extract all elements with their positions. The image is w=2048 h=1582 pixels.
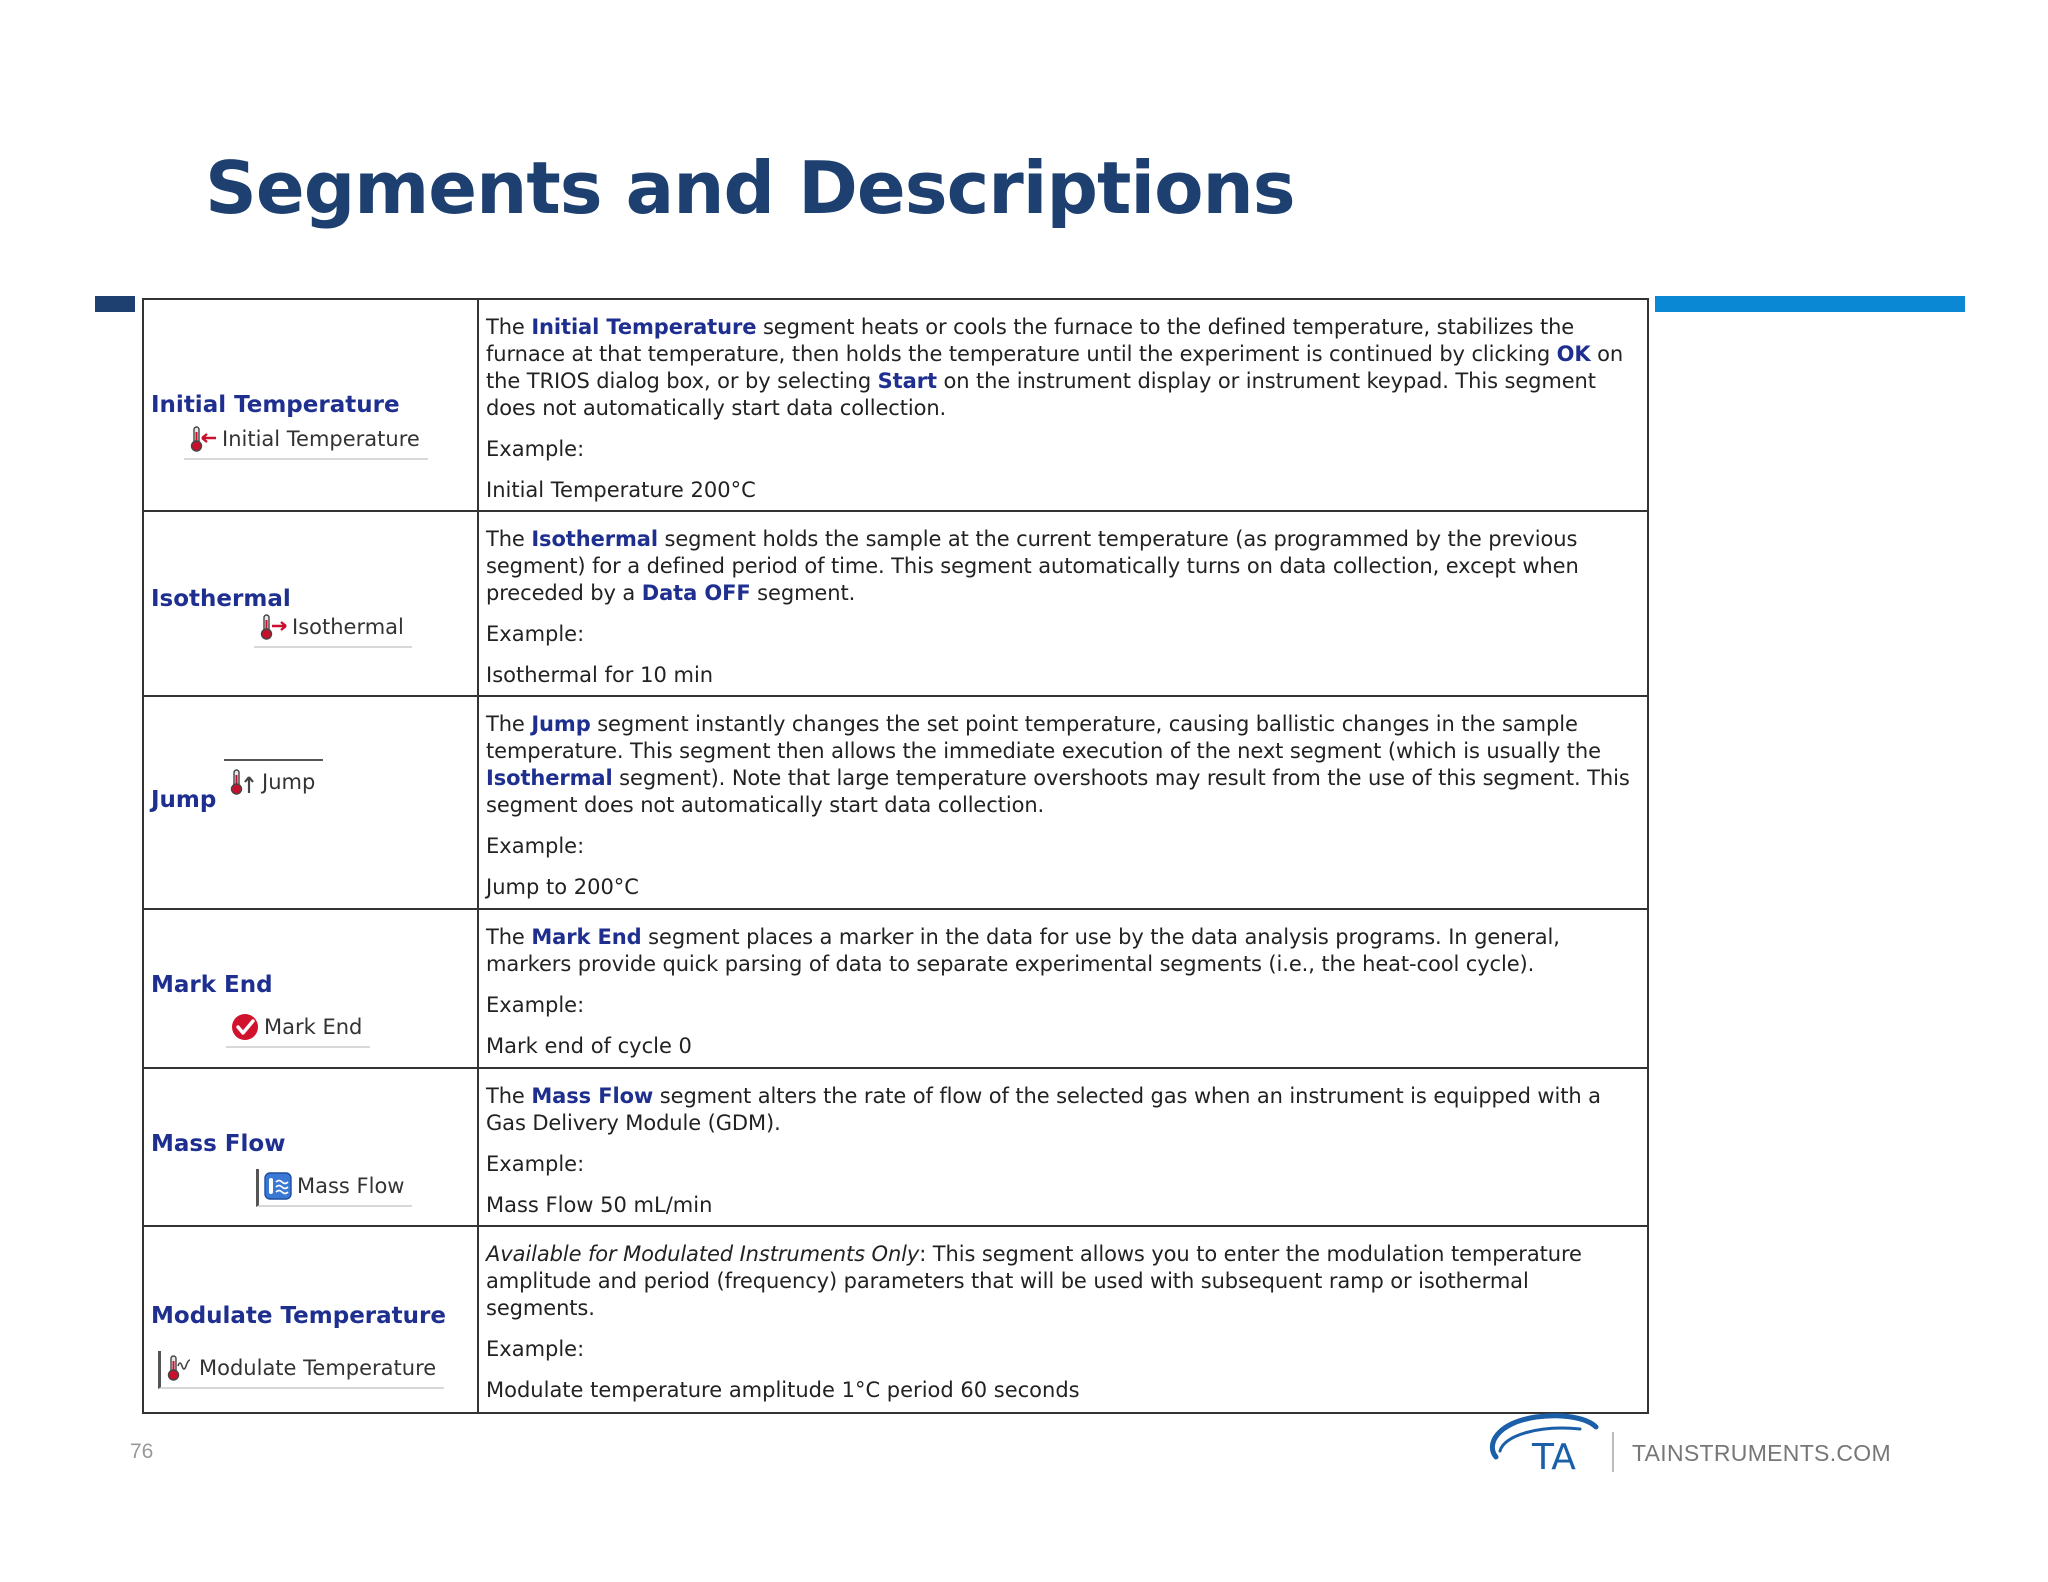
red-check-circle-icon — [230, 1012, 260, 1042]
thermometer-up-arrow-icon — [228, 767, 258, 797]
segment-name: Isothermal — [151, 586, 291, 612]
segment-button-isothermal[interactable] — [254, 610, 412, 648]
logo-text: TA — [1532, 1437, 1576, 1477]
keyword-text: Isothermal — [531, 527, 658, 551]
segment-button-label: Mass Flow — [297, 1174, 405, 1198]
segment-name: Jump — [151, 787, 217, 813]
segment-description — [486, 924, 1639, 978]
keyword-text: Data OFF — [641, 581, 751, 605]
example-value: Jump to 200°C — [486, 875, 639, 899]
segment-description-cell — [478, 1068, 1648, 1226]
segment-description — [486, 1241, 1639, 1322]
keyword-text: Mass Flow — [531, 1084, 654, 1108]
description-text: The — [486, 1084, 532, 1108]
segment-description — [486, 314, 1639, 422]
description-text: : This segment allows you to enter the modulation temperature amplitude and period (frequency) parameters that will be used with subsequent ramp or isothermal segments. — [486, 1242, 1582, 1320]
example-label: Example: — [486, 622, 585, 646]
table-row — [143, 909, 1648, 1068]
segment-name: Initial Temperature — [151, 392, 400, 418]
keyword-text: Initial Temperature — [531, 315, 757, 339]
keyword-text: Jump — [531, 712, 591, 736]
keyword-text: OK — [1556, 342, 1591, 366]
segment-button-mass-flow[interactable] — [256, 1169, 412, 1207]
segment-name: Mark End — [151, 972, 273, 998]
example-label: Example: — [486, 1152, 585, 1176]
footer-divider — [1612, 1432, 1614, 1472]
example-label: Example: — [486, 437, 585, 461]
segment-name-cell — [143, 909, 478, 1068]
segment-button-mark-end[interactable] — [226, 1010, 370, 1048]
segment-name-cell — [143, 696, 478, 909]
segment-name-cell — [143, 299, 478, 511]
table-row — [143, 1226, 1648, 1413]
segment-button-modulate-temperature[interactable] — [158, 1351, 444, 1389]
thermometer-wave-icon — [165, 1353, 195, 1383]
accent-bar-right — [1655, 296, 1965, 312]
description-text: segment heats or cools the furnace to the defined temperature, stabilizes the furnace at that temperature, then holds the temperature until the experiment is continued by clicking — [486, 315, 1575, 366]
description-text: segment). Note that large temperature overshoots may result from the use of this segment. This segment does not automatically start data collection. — [486, 766, 1630, 817]
example-value: Modulate temperature amplitude 1°C period 60 seconds — [486, 1378, 1080, 1402]
description-text: segment places a marker in the data for use by the data analysis programs. In general, markers provide quick parsing of data to separate experimental segments (i.e., the heat-cool cycle). — [486, 925, 1560, 976]
table-row — [143, 696, 1648, 909]
page-title: Segments and Descriptions — [205, 146, 1295, 230]
table-row — [143, 299, 1648, 511]
description-text: segment instantly changes the set point temperature, causing ballistic changes in the sample temperature. This segment then allows the immediate execution of the next segment (which is usually the — [486, 712, 1601, 763]
segment-description-cell — [478, 299, 1648, 511]
keyword-text: Start — [877, 369, 937, 393]
description-text: The — [486, 315, 532, 339]
segment-name-cell — [143, 1226, 478, 1413]
keyword-text: Isothermal — [486, 766, 613, 790]
example-label: Example: — [486, 834, 585, 858]
ta-instruments-logo — [1480, 1405, 1608, 1477]
segment-name: Modulate Temperature — [151, 1303, 446, 1329]
segment-button-label: Isothermal — [292, 615, 404, 639]
segment-description — [486, 526, 1639, 607]
italic-text: Available for Modulated Instruments Only — [486, 1242, 920, 1266]
segment-description — [486, 1083, 1639, 1137]
page-number: 76 — [130, 1440, 154, 1463]
segment-description-cell — [478, 1226, 1648, 1413]
segment-description-cell — [478, 909, 1648, 1068]
example-value: Mark end of cycle 0 — [486, 1034, 692, 1058]
table-row — [143, 1068, 1648, 1226]
segment-button-label: Mark End — [264, 1015, 363, 1039]
segment-name-cell — [143, 1068, 478, 1226]
gas-flow-icon — [263, 1171, 293, 1201]
description-text: on the instrument display or instrument keypad. This segment does not automatically start data collection. — [486, 369, 1596, 420]
example-value: Mass Flow 50 mL/min — [486, 1193, 713, 1217]
description-text: segment holds the sample at the current temperature (as programmed by the previous segment) for a defined period of time. This segment automatically turns on data collection, except when preceded by a — [486, 527, 1579, 605]
example-label: Example: — [486, 1337, 585, 1361]
segment-description-cell — [478, 696, 1648, 909]
segment-button-initial-temperature[interactable] — [184, 422, 428, 460]
example-value: Isothermal for 10 min — [486, 663, 714, 687]
segment-name: Mass Flow — [151, 1131, 286, 1157]
segment-button-jump[interactable] — [224, 759, 323, 801]
segment-button-label: Jump — [262, 770, 316, 794]
segments-table — [142, 298, 1649, 1414]
thermometer-right-arrow-icon — [258, 612, 288, 642]
description-text: The — [486, 712, 532, 736]
description-text: The — [486, 527, 532, 551]
segment-description-cell — [478, 511, 1648, 696]
example-label: Example: — [486, 993, 585, 1017]
segment-description — [486, 711, 1639, 819]
accent-bar-left — [95, 296, 135, 312]
table-row — [143, 511, 1648, 696]
segment-button-label: Initial Temperature — [222, 427, 420, 451]
segment-button-label: Modulate Temperature — [199, 1356, 437, 1380]
description-text: The — [486, 925, 532, 949]
description-text: segment alters the rate of flow of the selected gas when an instrument is equipped with a Gas Delivery Module (GDM). — [486, 1084, 1601, 1135]
keyword-text: Mark End — [531, 925, 642, 949]
example-value: Initial Temperature 200°C — [486, 478, 756, 502]
description-text: on the TRIOS dialog box, or by selecting — [486, 342, 1624, 393]
description-text: segment. — [750, 581, 856, 605]
thermometer-left-arrow-icon — [188, 424, 218, 454]
website-link[interactable]: TAINSTRUMENTS.COM — [1632, 1440, 1891, 1466]
segment-name-cell — [143, 511, 478, 696]
